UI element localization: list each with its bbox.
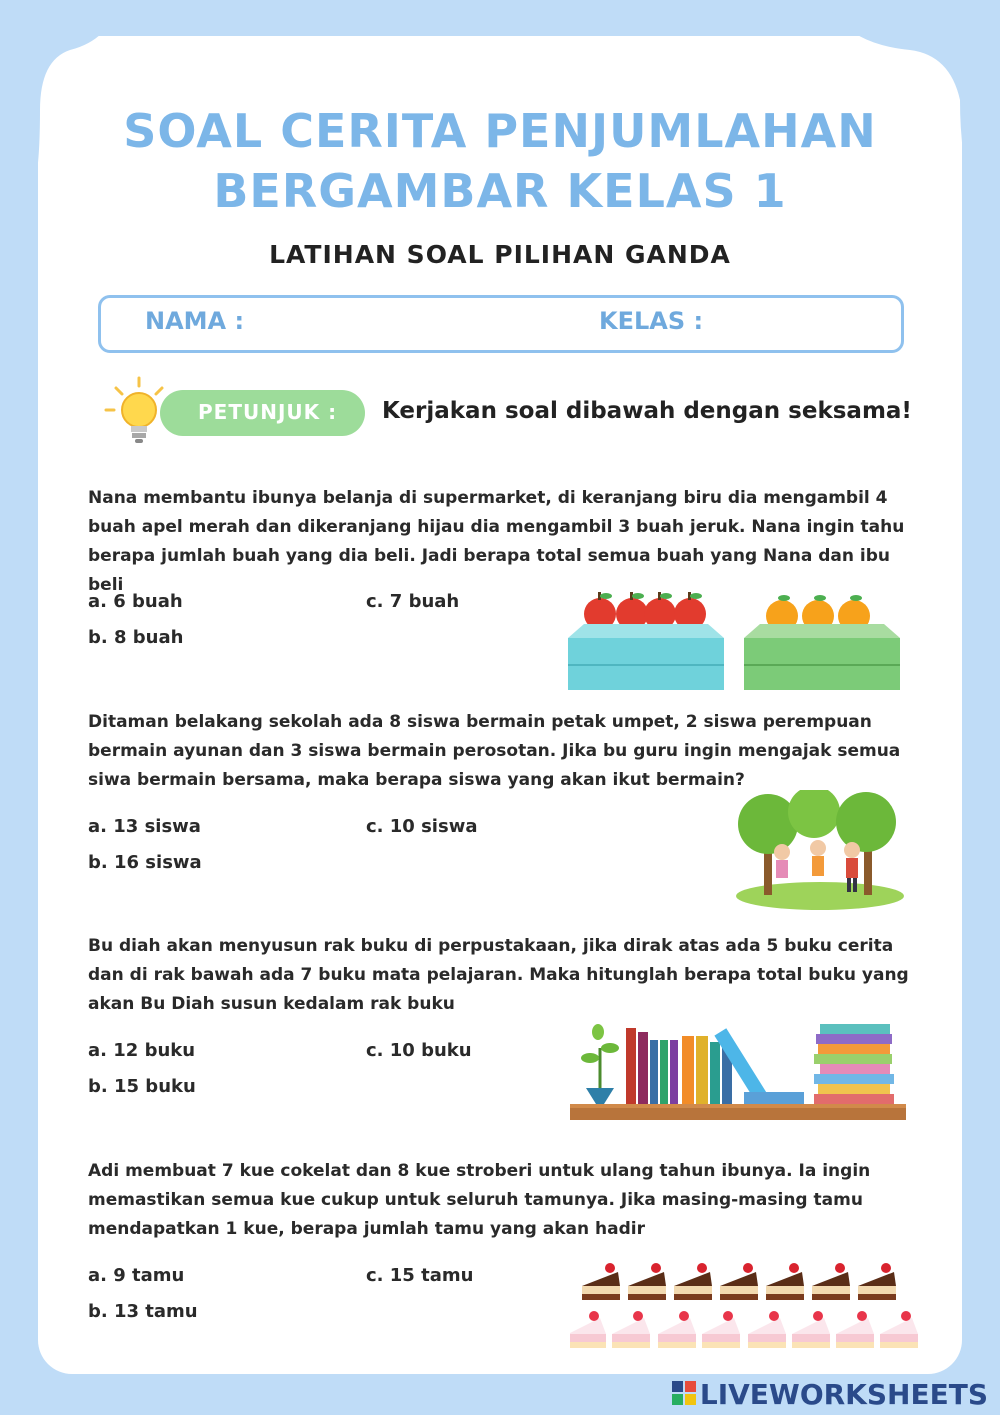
name-class-box[interactable] — [98, 295, 904, 353]
cakes-illustration — [570, 1250, 920, 1354]
question-4-option-b[interactable]: b. 13 tamu — [88, 1301, 198, 1322]
question-3-option-b[interactable]: b. 15 buku — [88, 1076, 196, 1097]
petunjuk-pill — [160, 390, 365, 436]
question-2-text: Ditaman belakang sekolah ada 8 siswa bermain petak umpet, 2 siswa perempuan bermain ayunan dan 3 siswa bermain perosotan. Jika bu guru ingin mengajak semua siwa bermain bersama, maka berapa siswa yang akan ikut bermain? — [88, 712, 901, 790]
question-2-option-c[interactable]: c. 10 siswa — [366, 816, 478, 837]
petunjuk-label: PETUNJUK : — [198, 400, 338, 424]
question-1-text: Nana membantu ibunya belanja di supermarket, di keranjang biru dia mengambil 4 buah apel merah dan dikeranjang hijau dia mengambil 3 buah jeruk. Nana ingin tahu berapa jumlah buah yang dia beli. Jadi berapa total semua buah yang Nana dan ibu beli — [88, 488, 905, 595]
question-1-option-b[interactable]: b. 8 buah — [88, 627, 184, 648]
question-1-option-c[interactable]: c. 7 buah — [366, 591, 460, 612]
question-4-text: Adi membuat 7 kue cokelat dan 8 kue stroberi untuk ulang tahun ibunya. Ia ingin memastikan semua kue cukup untuk seluruh tamunya. Jika masing-masing tamu mendapatkan 1 kue, berapa jumlah tamu yang akan hadir — [88, 1161, 871, 1239]
kelas-label: KELAS : — [599, 307, 704, 335]
question-3-text: Bu diah akan menyusun rak buku di perpustakaan, jika dirak atas ada 5 buku cerita dan di rak bawah ada 7 buku mata pelajaran. Maka hitunglah berapa total buku yang akan Bu Diah susun kedalam rak buku — [88, 936, 909, 1014]
instruction-text: Kerjakan soal dibawah dengan seksama! — [382, 398, 912, 424]
liveworksheets-icon — [672, 1381, 696, 1405]
question-3-option-a[interactable]: a. 12 buku — [88, 1040, 196, 1061]
question-4-option-a[interactable]: a. 9 tamu — [88, 1265, 185, 1286]
page-title-line1: SOAL CERITA PENJUMLAHAN — [123, 104, 877, 158]
bookshelf-illustration — [568, 1018, 908, 1124]
question-2-option-b[interactable]: b. 16 siswa — [88, 852, 202, 873]
liveworksheets-text: LIVEWORKSHEETS — [699, 1378, 988, 1411]
kids-playing-illustration — [734, 790, 906, 910]
question-1-option-a[interactable]: a. 6 buah — [88, 591, 183, 612]
page-title-line2: BERGAMBAR KELAS 1 — [213, 164, 787, 218]
nama-label: NAMA : — [145, 307, 245, 335]
question-4-option-c[interactable]: c. 15 tamu — [366, 1265, 474, 1286]
question-3-option-c[interactable]: c. 10 buku — [366, 1040, 472, 1061]
page-subtitle: LATIHAN SOAL PILIHAN GANDA — [269, 240, 731, 269]
fruit-baskets-illustration — [566, 588, 906, 693]
question-2-option-a[interactable]: a. 13 siswa — [88, 816, 201, 837]
liveworksheets-logo — [672, 1378, 988, 1411]
